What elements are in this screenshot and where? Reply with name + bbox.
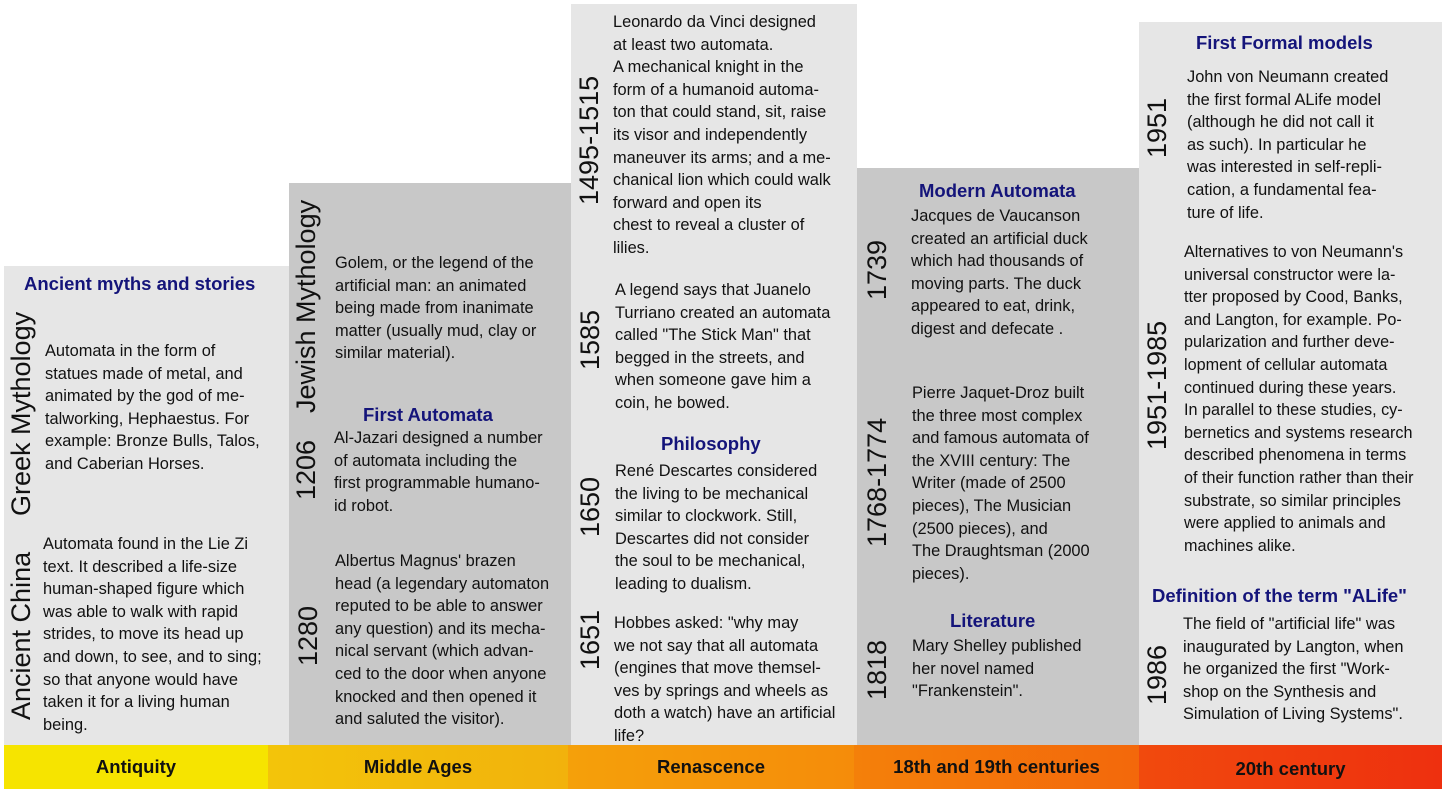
- year-1951-1985-text: Alternatives to von Neumann's universal constructor were la- tter proposed by Cood, Banks, and Langton, for example. Po- pularization and further deve- lopment of cellular automata continued during these years. In parallel to these studies, cy- bernetics and systems research described phenomena in terms of their function rather than their substrate, so similar principles were applied to animals and machines alike.: [1184, 243, 1414, 555]
- era-20th-century: 20th century: [1139, 745, 1442, 789]
- year-1280-text: Albertus Magnus' brazen head (a legendary automaton reputed to be able to answer any question) and its mecha- nical servant (which advan- ced to the door when anyone knocked and then opened it and saluted the visitor).: [335, 552, 550, 729]
- jewish-mythology-label: Jewish Mythology: [291, 199, 321, 413]
- year-1818-label: 1818: [862, 639, 892, 700]
- era-middle-ages: Middle Ages: [268, 745, 568, 789]
- literature-heading: Literature: [950, 610, 1036, 631]
- antiquity-heading: Ancient myths and stories: [24, 273, 256, 294]
- greek-mythology-label: Greek Mythology: [6, 311, 36, 516]
- era-antiquity: Antiquity: [4, 745, 268, 789]
- year-1280-label: 1280: [293, 605, 323, 666]
- era-renascence: Renascence: [568, 745, 854, 789]
- modern-automata-heading: Modern Automata: [919, 180, 1076, 201]
- year-1986-label: 1986: [1142, 644, 1172, 705]
- philosophy-heading: Philosophy: [661, 433, 761, 454]
- year-1650-label: 1650: [575, 476, 605, 537]
- year-1585-label: 1585: [575, 309, 605, 370]
- first-automata-heading: First Automata: [363, 404, 493, 425]
- jewish-mythology-text: Golem, or the legend of the artificial man: an animated being made from inanimate matter (usually mud, clay or similar material).: [335, 254, 537, 363]
- year-1206-text: Al-Jazari designed a number of automata including the first programmable humano- id robot.: [334, 429, 543, 515]
- year-1818-text: Mary Shelley published her novel named "Frankenstein".: [912, 637, 1082, 701]
- ancient-china-label: Ancient China: [6, 551, 36, 720]
- year-1495-1515-text: Leonardo da Vinci designed at least two automata. A mechanical knight in the form of a humanoid automa- ton that could stand, sit, raise its visor and independently maneuver its arms; and a me- chanical lion which could walk forward and open its chest to reveal a cluster of lilies.: [613, 13, 831, 257]
- year-1651-text: Hobbes asked: "why may we not say that all automata (engines that move themsel- ves by springs and wheels as doth a watch) have an artificial life?: [614, 614, 836, 745]
- year-1495-1515-label: 1495-1515: [574, 75, 604, 205]
- ancient-china-text: Automata found in the Lie Zi text. It described a life-size human-shaped figure which was able to walk with rapid strides, to move its head up and down, to see, and to sing; so that anyone would have taken it for a living human being.: [43, 535, 262, 734]
- era-18th-19th-centuries: 18th and 19th centuries: [854, 745, 1139, 789]
- year-1768-1774-label: 1768-1774: [862, 417, 892, 547]
- year-1739-label: 1739: [862, 239, 892, 300]
- year-1951-text: John von Neumann created the first formal ALife model (although he did not call it as such). In particular he was interested in self-repli- cation, a fundamental fea- ture of life.: [1187, 68, 1389, 222]
- alife-definition-heading: Definition of the term "ALife": [1152, 585, 1407, 606]
- year-1585-text: A legend says that Juanelo Turriano created an automata called "The Stick Man" that begged in the streets, and when someone gave him a coin, he bowed.: [615, 281, 831, 412]
- first-formal-models-heading: First Formal models: [1196, 32, 1373, 53]
- year-1651-label: 1651: [575, 609, 605, 670]
- year-1739-text: Jacques de Vaucanson created an artificial duck which had thousands of moving parts. The duck appeared to eat, drink, digest and defecate .: [911, 207, 1088, 338]
- greek-mythology-text: Automata in the form of statues made of metal, and animated by the god of me- talworking, Hephaestus. For example: Bronze Bulls, Talos, and Caberian Horses.: [45, 342, 260, 473]
- year-1986-text: The field of "artificial life" was inaugurated by Langton, when he organized the first "Work- shop on the Synthesis and Simulation of Living Systems".: [1183, 615, 1404, 724]
- year-1206-label: 1206: [291, 439, 321, 500]
- year-1951-1985-label: 1951-1985: [1142, 320, 1172, 450]
- year-1768-1774-text: Pierre Jaquet-Droz built the three most complex and famous automata of the XVIII century: The Writer (made of 2500 pieces), The Musician (2500 pieces), and The Draughtsman (2000 pieces).: [912, 384, 1090, 583]
- year-1951-label: 1951: [1142, 97, 1172, 158]
- year-1650-text: René Descartes considered the living to be mechanical similar to clockwork. Still, Descartes did not consider the soul to be mechanical, leading to dualism.: [615, 462, 818, 593]
